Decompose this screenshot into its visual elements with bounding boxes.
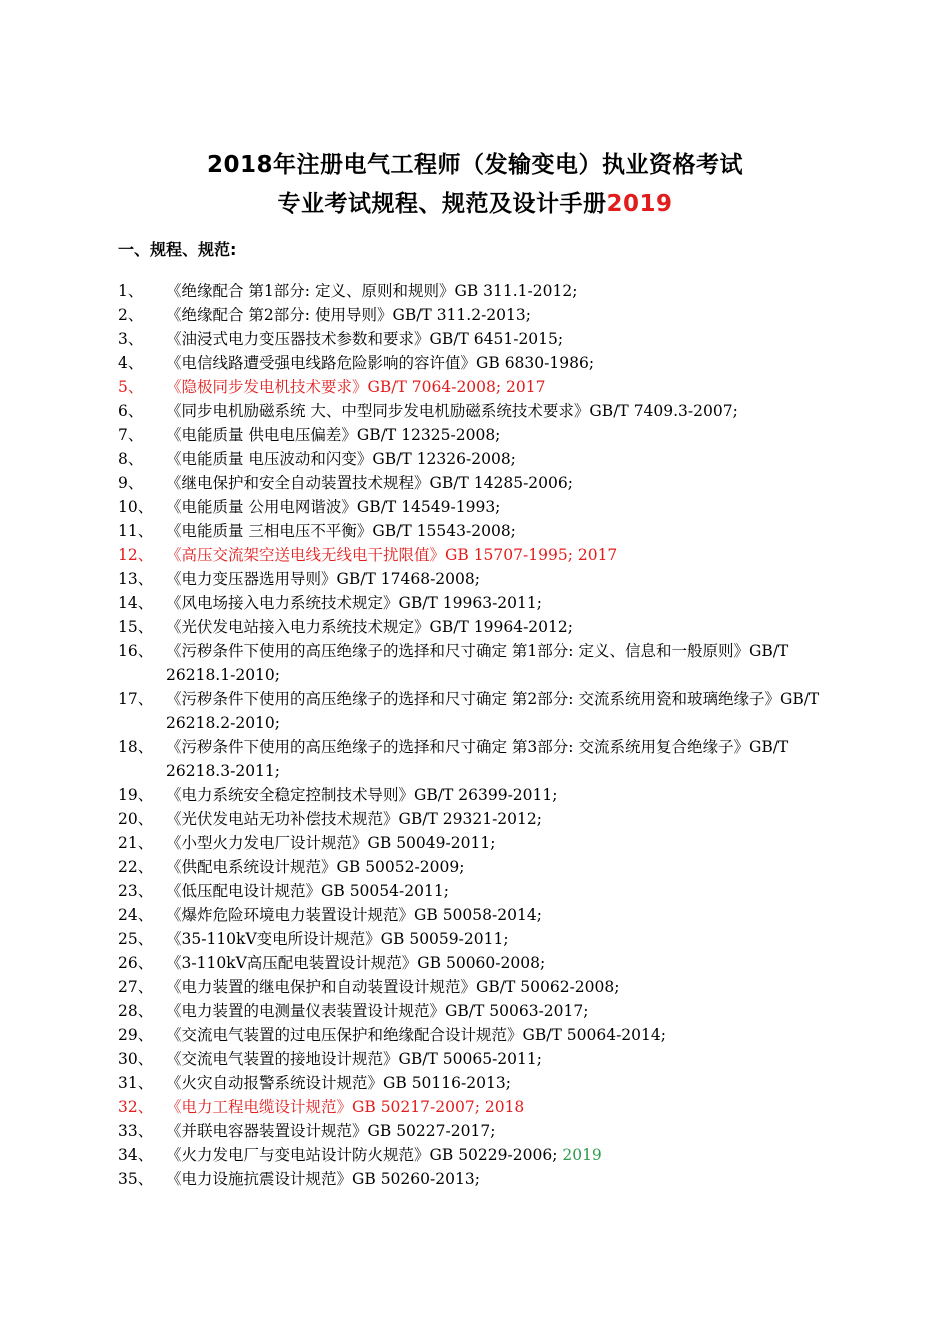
item-number: 9、	[118, 474, 144, 492]
item-number: 7、	[118, 426, 144, 444]
item-number: 30、	[118, 1050, 154, 1068]
item-number: 21、	[118, 834, 154, 852]
list-item	[118, 831, 838, 855]
item-number: 12、	[118, 546, 154, 564]
list-item	[118, 423, 838, 447]
item-text: 《绝缘配合 第1部分: 定义、原则和规则》GB 311.1-2012;	[166, 282, 578, 300]
item-text: 《电力装置的电测量仪表装置设计规范》GB/T 50063-2017;	[166, 1002, 589, 1020]
list-item	[118, 615, 838, 639]
item-text: 《供配电系统设计规范》GB 50052-2009;	[166, 858, 465, 876]
item-text: 《绝缘配合 第2部分: 使用导则》GB/T 311.2-2013;	[166, 306, 531, 324]
list-item	[118, 495, 838, 519]
item-number: 16、	[118, 642, 154, 660]
item-text: 《继电保护和安全自动装置技术规程》GB/T 14285-2006;	[166, 474, 573, 492]
item-number: 22、	[118, 858, 154, 876]
list-item	[118, 327, 838, 351]
document-subtitle	[0, 185, 950, 218]
list-item	[118, 855, 838, 879]
item-text: 《电力系统安全稳定控制技术导则》GB/T 26399-2011;	[166, 786, 558, 804]
item-number: 29、	[118, 1026, 154, 1044]
item-text: 《电力工程电缆设计规范》GB 50217-2007; 2018	[166, 1098, 525, 1116]
item-number: 10、	[118, 498, 154, 516]
item-number: 20、	[118, 810, 154, 828]
list-item	[118, 999, 838, 1023]
list-item	[118, 783, 838, 807]
item-text: 《火灾自动报警系统设计规范》GB 50116-2013;	[166, 1074, 511, 1092]
item-text: 《风电场接入电力系统技术规定》GB/T 19963-2011;	[166, 594, 542, 612]
list-item	[118, 879, 838, 903]
item-number: 26、	[118, 954, 154, 972]
item-text: 《光伏发电站无功补偿技术规范》GB/T 29321-2012;	[166, 810, 542, 828]
item-text: 《污秽条件下使用的高压绝缘子的选择和尺寸确定 第1部分: 定义、信息和一般原则》GB/T 26218.1-2010;	[166, 642, 789, 684]
item-text: 《电能质量 电压波动和闪变》GB/T 12326-2008;	[166, 450, 516, 468]
list-item	[118, 519, 838, 543]
list-item	[118, 399, 838, 423]
item-text: 《隐极同步发电机技术要求》GB/T 7064-2008; 2017	[166, 378, 546, 396]
item-number: 11、	[118, 522, 154, 540]
item-number: 28、	[118, 1002, 154, 1020]
list-item	[118, 639, 838, 687]
item-text: 《交流电气装置的过电压保护和绝缘配合设计规范》GB/T 50064-2014;	[166, 1026, 666, 1044]
item-text: 《电力设施抗震设计规范》GB 50260-2013;	[166, 1170, 480, 1188]
item-number: 2、	[118, 306, 144, 324]
list-item	[118, 1023, 838, 1047]
item-year-note: 2019	[562, 1146, 602, 1164]
item-number: 18、	[118, 738, 154, 756]
item-text: 《光伏发电站接入电力系统技术规定》GB/T 19964-2012;	[166, 618, 573, 636]
item-text: 《同步电机励磁系统 大、中型同步发电机励磁系统技术要求》GB/T 7409.3-2007;	[166, 402, 738, 420]
item-text: 《电力装置的继电保护和自动装置设计规范》GB/T 50062-2008;	[166, 978, 620, 996]
item-text: 《火力发电厂与变电站设计防火规范》GB 50229-2006;	[166, 1146, 563, 1164]
item-text: 《低压配电设计规范》GB 50054-2011;	[166, 882, 449, 900]
list-item	[118, 567, 838, 591]
item-text: 《电能质量 公用电网谐波》GB/T 14549-1993;	[166, 498, 501, 516]
list-item	[118, 735, 838, 783]
standards-list	[118, 279, 838, 1191]
list-item	[118, 1047, 838, 1071]
list-item	[118, 447, 838, 471]
item-number: 6、	[118, 402, 144, 420]
subtitle-text: 专业考试规程、规范及设计手册	[277, 191, 607, 217]
item-number: 33、	[118, 1122, 154, 1140]
item-number: 1、	[118, 282, 144, 300]
item-number: 24、	[118, 906, 154, 924]
list-item	[118, 807, 838, 831]
item-number: 17、	[118, 690, 154, 708]
item-text: 《电信线路遭受强电线路危险影响的容许值》GB 6830-1986;	[166, 354, 595, 372]
list-item	[118, 375, 838, 399]
item-number: 8、	[118, 450, 144, 468]
list-item	[118, 1119, 838, 1143]
list-item	[118, 903, 838, 927]
list-item	[118, 303, 838, 327]
item-number: 31、	[118, 1074, 154, 1092]
list-item	[118, 975, 838, 999]
item-text: 《污秽条件下使用的高压绝缘子的选择和尺寸确定 第3部分: 交流系统用复合绝缘子》GB/T 26218.3-2011;	[166, 738, 789, 780]
item-text: 《并联电容器装置设计规范》GB 50227-2017;	[166, 1122, 496, 1140]
item-text: 《3-110kV高压配电装置设计规范》GB 50060-2008;	[166, 954, 546, 972]
item-number: 5、	[118, 378, 144, 396]
section-heading: 一、规程、规范:	[118, 240, 237, 259]
item-number: 4、	[118, 354, 144, 372]
list-item	[118, 591, 838, 615]
list-item	[118, 1095, 838, 1119]
item-number: 25、	[118, 930, 154, 948]
list-item	[118, 1167, 838, 1191]
list-item	[118, 687, 838, 735]
list-item	[118, 951, 838, 975]
subtitle-year: 2019	[606, 191, 673, 217]
item-text: 《污秽条件下使用的高压绝缘子的选择和尺寸确定 第2部分: 交流系统用瓷和玻璃绝缘子》GB/T 26218.2-2010;	[166, 690, 820, 732]
item-text: 《油浸式电力变压器技术参数和要求》GB/T 6451-2015;	[166, 330, 564, 348]
document-title: 2018年注册电气工程师（发输变电）执业资格考试	[206, 152, 743, 178]
item-number: 13、	[118, 570, 154, 588]
item-number: 15、	[118, 618, 154, 636]
item-number: 27、	[118, 978, 154, 996]
list-item	[118, 927, 838, 951]
list-item	[118, 279, 838, 303]
item-text: 《35-110kV变电所设计规范》GB 50059-2011;	[166, 930, 509, 948]
item-number: 19、	[118, 786, 154, 804]
item-number: 34、	[118, 1146, 154, 1164]
item-text: 《电能质量 三相电压不平衡》GB/T 15543-2008;	[166, 522, 516, 540]
item-text: 《交流电气装置的接地设计规范》GB/T 50065-2011;	[166, 1050, 542, 1068]
list-item	[118, 471, 838, 495]
item-text: 《电能质量 供电电压偏差》GB/T 12325-2008;	[166, 426, 501, 444]
item-number: 14、	[118, 594, 154, 612]
item-number: 23、	[118, 882, 154, 900]
item-number: 35、	[118, 1170, 154, 1188]
list-item	[118, 1071, 838, 1095]
item-number: 32、	[118, 1098, 154, 1116]
list-item	[118, 351, 838, 375]
item-text: 《高压交流架空送电线无线电干扰限值》GB 15707-1995; 2017	[166, 546, 618, 564]
list-item	[118, 1143, 838, 1167]
item-text: 《电力变压器选用导则》GB/T 17468-2008;	[166, 570, 480, 588]
item-text: 《小型火力发电厂设计规范》GB 50049-2011;	[166, 834, 496, 852]
item-number: 3、	[118, 330, 144, 348]
item-text: 《爆炸危险环境电力装置设计规范》GB 50058-2014;	[166, 906, 542, 924]
list-item	[118, 543, 838, 567]
